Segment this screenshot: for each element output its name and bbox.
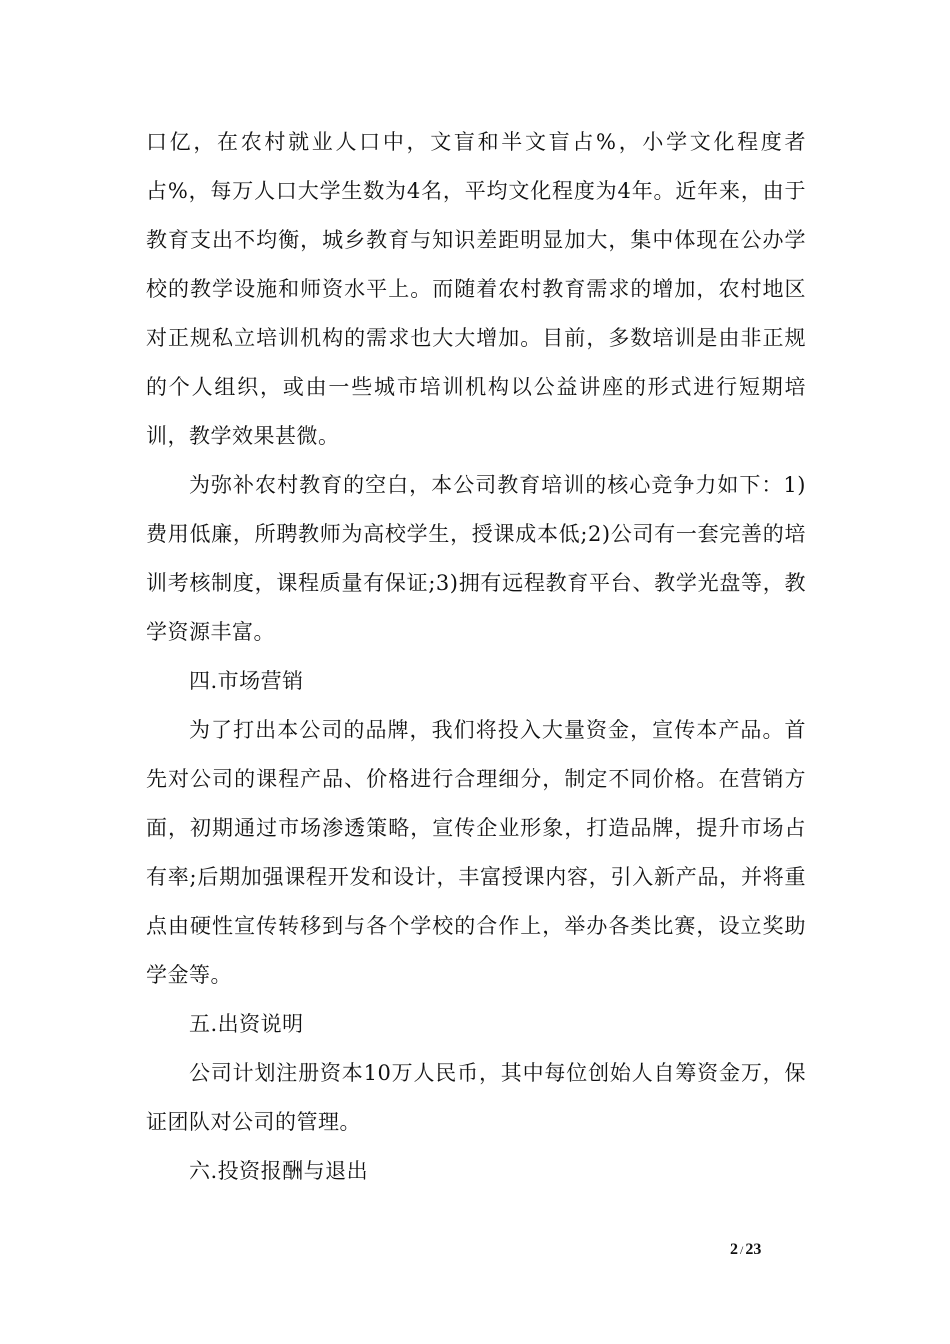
paragraph-core-competitiveness: 为弥补农村教育的空白，本公司教育培训的核心竞争力如下：1)费用低廉，所聘教师为高校学生，授课成本低;2)公司有一套完善的培训考核制度，课程质量有保证;3)拥有远程教育平台、教学光盘等，教学资源丰富。 (146, 473, 806, 644)
section-heading-marketing: 四.市场营销 (189, 669, 304, 693)
paragraph-capital: 公司计划注册资本10万人民币，其中每位创始人自筹资金万，保证团队对公司的管理。 (146, 1061, 806, 1134)
paragraph-marketing: 为了打出本公司的品牌，我们将投入大量资金，宣传本产品。首先对公司的课程产品、价格进行合理细分，制定不同价格。在营销方面，初期通过市场渗透策略，宣传企业形象，打造品牌，提升市场占有率;后期加强课程开发和设计，丰富授课内容，引入新产品，并将重点由硬性宣传转移到与各个学校的合作上，举办各类比赛，设立奖助学金等。 (146, 718, 806, 987)
document-body (146, 118, 806, 1196)
page-number-total: 23 (745, 1241, 762, 1258)
section-heading-capital: 五.出资说明 (189, 1012, 304, 1036)
paragraph-rural-education: 口亿，在农村就业人口中，文盲和半文盲占%，小学文化程度者占%，每万人口大学生数为4名，平均文化程度为4年。近年来，由于教育支出不均衡，城乡教育与知识差距明显加大，集中体现在公办学校的教学设施和师资水平上。而随着农村教育需求的增加，农村地区对正规私立培训机构的需求也大大增加。目前，多数培训是由非正规的个人组织，或由一些城市培训机构以公益讲座的形式进行短期培训，教学效果甚微。 (146, 130, 806, 448)
page-number (730, 1241, 761, 1259)
page-number-separator: / (740, 1243, 744, 1257)
section-heading-investment-return: 六.投资报酬与退出 (189, 1159, 369, 1183)
page-number-current: 2 (730, 1241, 738, 1258)
